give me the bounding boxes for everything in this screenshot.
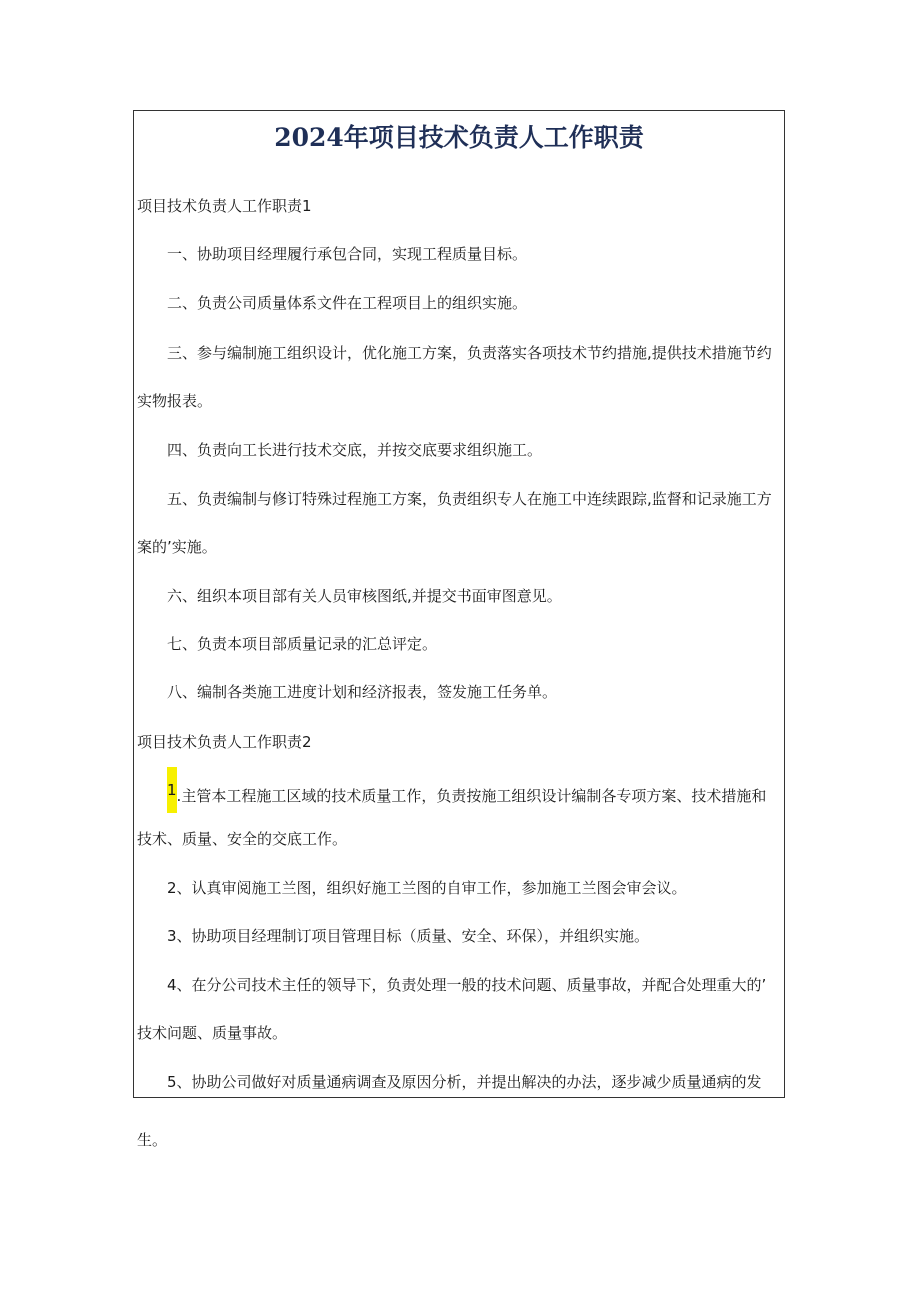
paragraph: 三、参与编制施工组织设计，优化施工方案，负责落实各项技术节约措施,提供技术措施节约 — [167, 344, 772, 362]
paragraph: 五、负责编制与修订特殊过程施工方案，负责组织专人在施工中连续跟踪,监督和记录施工方 — [167, 490, 772, 508]
paragraph-continuation: 技术、质量、安全的交底工作。 — [137, 830, 348, 848]
paragraph: 二、负责公司质量体系文件在工程项目上的组织实施。 — [167, 294, 528, 312]
paragraph: 六、组织本项目部有关人员审核图纸,并提交书面审图意见。 — [167, 587, 562, 605]
paragraph — [167, 780, 766, 813]
section-heading-1: 项目技术负责人工作职责1 — [137, 197, 312, 215]
paragraph: 5、协助公司做好对质量通病调查及原因分析，并提出解决的办法，逐步减少质量通病的发 — [167, 1073, 762, 1091]
paragraph-continuation: 实物报表。 — [137, 392, 213, 410]
paragraph: 3、协助项目经理制订项目管理目标（质量、安全、环保），并组织实施。 — [167, 927, 650, 945]
paragraph: 2、认真审阅施工兰图，组织好施工兰图的自审工作，参加施工兰图会审会议。 — [167, 879, 687, 897]
paragraph-continuation: 技术问题、质量事故。 — [137, 1024, 288, 1042]
paragraph: 四、负责向工长进行技术交底，并按交底要求组织施工。 — [167, 441, 543, 459]
paragraph: 一、协助项目经理履行承包合同，实现工程质量目标。 — [167, 245, 528, 263]
paragraph-continuation: 案的’实施。 — [137, 538, 217, 556]
section-heading-2: 项目技术负责人工作职责2 — [137, 733, 312, 751]
paragraph: 八、编制各类施工进度计划和经济报表，签发施工任务单。 — [167, 683, 558, 701]
paragraph-text: .主管本工程施工区域的技术质量工作，负责按施工组织设计编制各专项方案、技术措施和 — [176, 787, 767, 805]
paragraph: 4、在分公司技术主任的领导下，负责处理一般的技术问题、质量事故，并配合处理重大的’ — [167, 976, 767, 994]
highlighted-number: 1 — [167, 767, 177, 813]
paragraph-continuation: 生。 — [137, 1131, 168, 1149]
paragraph: 七、负责本项目部质量记录的汇总评定。 — [167, 635, 438, 653]
document-title: 2024年项目技术负责人工作职责 — [274, 123, 644, 152]
